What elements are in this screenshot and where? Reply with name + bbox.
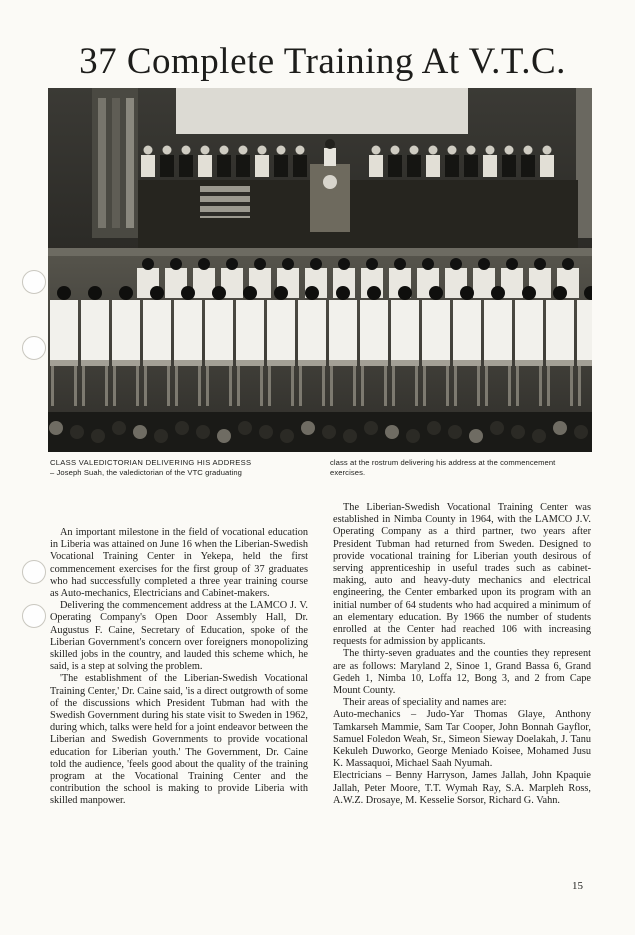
- stage-guest-head: [543, 146, 552, 155]
- stage-guest-head: [296, 146, 305, 155]
- chair-leg: [539, 366, 542, 406]
- audience-head: [469, 429, 483, 443]
- chair-leg: [206, 366, 209, 406]
- graduate-head: [181, 286, 195, 300]
- audience-shadow: [48, 412, 592, 452]
- article-column-right: [333, 502, 591, 807]
- audience-head: [532, 429, 546, 443]
- stage-guest-head: [163, 146, 172, 155]
- chair-leg: [392, 366, 395, 406]
- chair-seat: [81, 360, 109, 366]
- headline: 37 Complete Training At V.T.C.: [79, 41, 566, 82]
- graduate-head: [212, 286, 226, 300]
- stage-guest-body: [388, 155, 402, 177]
- stage-guest-body: [179, 155, 193, 177]
- right-curtain: [576, 88, 592, 238]
- graduate-front-row: [577, 300, 592, 360]
- chair-leg: [361, 366, 364, 406]
- graduate-front-row: [546, 300, 574, 360]
- chair-leg: [74, 366, 77, 406]
- binder-hole: [22, 604, 46, 628]
- audience-head: [343, 429, 357, 443]
- stage-guest-head: [391, 146, 400, 155]
- graduate-head: [553, 286, 567, 300]
- graduate-head: [254, 258, 266, 270]
- stage-guest-head: [220, 146, 229, 155]
- paragraph: Their areas of speciality and names are:: [343, 697, 507, 709]
- chair-seat: [453, 360, 481, 366]
- graduate-back-row: [193, 268, 215, 298]
- graduate-head: [338, 258, 350, 270]
- graduate-head: [562, 258, 574, 270]
- stage-guest-body: [217, 155, 231, 177]
- audience-head: [91, 429, 105, 443]
- stage-guest-body: [369, 155, 383, 177]
- graduate-head: [366, 258, 378, 270]
- caption-text-left: – Joseph Suah, the valedictorian of the VTC graduating: [50, 468, 242, 477]
- chair-leg: [516, 366, 519, 406]
- article-column-left: [50, 527, 308, 808]
- graduate-head: [422, 258, 434, 270]
- graduate-head: [282, 258, 294, 270]
- graduate-head: [119, 286, 133, 300]
- binder-hole: [22, 336, 46, 360]
- audience-head: [217, 429, 231, 443]
- chair-leg: [167, 366, 170, 406]
- stage-guest-body: [255, 155, 269, 177]
- projection-screen: [176, 88, 468, 134]
- paragraph: 'The establishment of the Liberian-Swedish Vocational Training Center,' Dr. Caine said, 'is a direct outgrowth of some of the discussions which President Tubman had with the Swedish Government during his state visit to Sweden in 1962, during which, talks were held for a joint endeavor between the Liberian and Swedish Governments to provide vocational education for Liberian youth.' The Government, Dr. Caine told the audience, 'feels good about the quality of the training program at the Vocational Training Center and the contribution the school is making to provide Liberia with skilled manpower.: [50, 673, 308, 807]
- chair-leg: [578, 366, 581, 406]
- graduate-head: [305, 286, 319, 300]
- graduate-head: [274, 286, 288, 300]
- chair-leg: [477, 366, 480, 406]
- chair-leg: [330, 366, 333, 406]
- chair-seat: [143, 360, 171, 366]
- graduate-front-row: [391, 300, 419, 360]
- graduate-front-row: [360, 300, 388, 360]
- graduate-front-row: [298, 300, 326, 360]
- chair-seat: [236, 360, 264, 366]
- stage-guest-body: [464, 155, 478, 177]
- graduate-front-row: [329, 300, 357, 360]
- chair-leg: [322, 366, 325, 406]
- stage-edge: [48, 248, 592, 256]
- stage-guest-body: [483, 155, 497, 177]
- chair-seat: [298, 360, 326, 366]
- stage-guest-body: [426, 155, 440, 177]
- stage-guest-head: [448, 146, 457, 155]
- chair-leg: [198, 366, 201, 406]
- caption-title: CLASS VALEDICTORIAN DELIVERING HIS ADDRESS: [50, 458, 252, 467]
- chair-seat: [267, 360, 295, 366]
- graduate-front-row: [484, 300, 512, 360]
- graduate-front-row: [515, 300, 543, 360]
- chair-leg: [144, 366, 147, 406]
- graduate-head: [478, 258, 490, 270]
- chair-leg: [570, 366, 573, 406]
- graduate-head: [310, 258, 322, 270]
- graduate-front-row: [453, 300, 481, 360]
- chair-seat: [422, 360, 450, 366]
- chair-seat: [360, 360, 388, 366]
- stage-guest-body: [236, 155, 250, 177]
- stage-guest-head: [429, 146, 438, 155]
- graduate-head: [367, 286, 381, 300]
- chair-seat: [391, 360, 419, 366]
- graduate-front-row: [422, 300, 450, 360]
- graduate-head: [398, 286, 412, 300]
- rostrum: [310, 164, 350, 232]
- stage-guest-body: [160, 155, 174, 177]
- chair-leg: [415, 366, 418, 406]
- chair-leg: [508, 366, 511, 406]
- stage-guest-body: [445, 155, 459, 177]
- stage-guest-body: [293, 155, 307, 177]
- stage-guest-head: [277, 146, 286, 155]
- stage-guest-body: [407, 155, 421, 177]
- stage-guest-body: [198, 155, 212, 177]
- chair-seat: [577, 360, 592, 366]
- chair-leg: [353, 366, 356, 406]
- graduate-head: [170, 258, 182, 270]
- graduation-photo-illustration: [48, 88, 592, 452]
- audience-head: [553, 421, 567, 435]
- graduate-front-row: [50, 300, 78, 360]
- audience-head: [196, 425, 210, 439]
- audience-head: [364, 421, 378, 435]
- graduate-head: [429, 286, 443, 300]
- audience-head: [112, 421, 126, 435]
- stage-guest-body: [502, 155, 516, 177]
- audience-head: [154, 429, 168, 443]
- stage-guest-head: [258, 146, 267, 155]
- audience-head: [259, 425, 273, 439]
- caption-text-right: class at the rostrum delivering his address at the commencement exercises.: [330, 458, 556, 477]
- page-number: 15: [572, 880, 583, 892]
- paragraph: The thirty-seven graduates and the counties they represent are as follows: Maryland 2, Sinoe 1, Grand Bassa 6, Grand Gedeh 1, Nimba 10, Loffa 12, Bong 3, and 2 from Cape Mount County.: [333, 648, 591, 697]
- stage-guest-head: [410, 146, 419, 155]
- audience-head: [427, 421, 441, 435]
- paragraph: Delivering the commencement address at the LAMCO J. V. Operating Company's Open Door Assembly Hall, Dr. Augustus F. Caine, Secretary of Education, spoke of the Liberian Government's concern over foreigners monopolizing skilled jobs in the country, and lauded this scheme which, he said, is a step at solving the problem.: [50, 600, 308, 673]
- graduate-front-row: [236, 300, 264, 360]
- stage-guest-head: [201, 146, 210, 155]
- audience-head: [448, 425, 462, 439]
- chair-leg: [237, 366, 240, 406]
- chair-leg: [113, 366, 116, 406]
- chair-leg: [136, 366, 139, 406]
- graduate-head: [226, 258, 238, 270]
- graduate-front-row: [143, 300, 171, 360]
- graduate-head: [506, 258, 518, 270]
- graduate-head: [534, 258, 546, 270]
- graduate-front-row: [267, 300, 295, 360]
- audience-head: [280, 429, 294, 443]
- audience-head: [49, 421, 63, 435]
- graduate-head: [394, 258, 406, 270]
- audience-head: [133, 425, 147, 439]
- graduate-head: [198, 258, 210, 270]
- paragraph: Electricians – Benny Harryson, James Jallah, John Kpaquie Jallah, Peter Moore, T.T. Wymah Ray, S.A. Marpleh Ross, A.W.Z. Drosaye, M. Kesselie Sorsor, Richard G. Vahn.: [333, 770, 591, 806]
- binder-hole: [22, 560, 46, 584]
- chair-leg: [51, 366, 54, 406]
- audience-head: [511, 425, 525, 439]
- chair-leg: [260, 366, 263, 406]
- graduate-front-row: [205, 300, 233, 360]
- stage-guest-body: [540, 155, 554, 177]
- chair-seat: [50, 360, 78, 366]
- graduation-photo: [48, 88, 592, 452]
- graduate-head: [88, 286, 102, 300]
- audience-head: [322, 425, 336, 439]
- graduate-head: [57, 286, 71, 300]
- audience-head: [238, 421, 252, 435]
- stage-guest-body: [141, 155, 155, 177]
- photo-caption-right: [330, 458, 592, 478]
- chair-seat: [205, 360, 233, 366]
- graduate-head: [460, 286, 474, 300]
- graduate-head: [243, 286, 257, 300]
- graduate-front-row: [174, 300, 202, 360]
- chair-leg: [299, 366, 302, 406]
- chair-leg: [82, 366, 85, 406]
- graduate-head: [150, 286, 164, 300]
- audience-head: [490, 421, 504, 435]
- audience-head: [301, 421, 315, 435]
- graduate-head: [491, 286, 505, 300]
- graduate-head: [450, 258, 462, 270]
- audience-head: [175, 421, 189, 435]
- stage-guest-head: [182, 146, 191, 155]
- stage-guest-head: [486, 146, 495, 155]
- chair-seat: [546, 360, 574, 366]
- graduate-front-row: [81, 300, 109, 360]
- chair-leg: [175, 366, 178, 406]
- chair-leg: [291, 366, 294, 406]
- stage-guest-head: [524, 146, 533, 155]
- stage-guest-head: [505, 146, 514, 155]
- chair-leg: [229, 366, 232, 406]
- chair-seat: [112, 360, 140, 366]
- chair-leg: [446, 366, 449, 406]
- chair-seat: [515, 360, 543, 366]
- stage-guest-body: [274, 155, 288, 177]
- graduate-head: [142, 258, 154, 270]
- audience-head: [385, 425, 399, 439]
- paragraph: The Liberian-Swedish Vocational Training Center was established in Nimba County in 1964, with the LAMCO J.V. Operating Company as a third partner, two years after President Tubman had returned from Sweden. Designed to provide vocational training for Liberian youth desirous of serving apprenticeship in useful trades such as cabinet-making, auto and heavy-duty mechanics and electrical engineering, the Center embarked upon its program with an initial number of 64 students who had acquired a minimum of an elementary education. By 1966 the number of students enrolled at the Center had reached 106 with increasing requests for admission by applicants.: [333, 502, 591, 648]
- paragraph: Auto-mechanics – Judo-Yar Thomas Glaye, Anthony Tamkarseh Mammie, Sam Tar Cooper, John Bonnah Gayflor, Samuel Foledon Weah, Sr., Simeon Sieway Doelakah, J. Tanu Kekuleh Duworko, George Meniado Koisee, Mohamed Jusu K. Massaquoi, Michael Saah Nyumah.: [333, 709, 591, 770]
- chair-seat: [174, 360, 202, 366]
- chair-leg: [547, 366, 550, 406]
- chair-leg: [384, 366, 387, 406]
- photo-caption-left: [50, 458, 308, 478]
- graduate-head: [522, 286, 536, 300]
- audience-head: [574, 425, 588, 439]
- stage-guest-head: [239, 146, 248, 155]
- chair-leg: [454, 366, 457, 406]
- chair-leg: [485, 366, 488, 406]
- chair-leg: [423, 366, 426, 406]
- audience-head: [406, 429, 420, 443]
- binder-hole: [22, 270, 46, 294]
- stage-guest-head: [467, 146, 476, 155]
- stage-guest-head: [144, 146, 153, 155]
- chair-leg: [105, 366, 108, 406]
- stage-guest-head: [372, 146, 381, 155]
- graduate-front-row: [112, 300, 140, 360]
- paragraph: An important milestone in the field of vocational education in Liberia was attained on June 16 when the Liberian-Swedish Vocational Training Center in Yekepa, held the first commencement exercises for the first group of 37 graduates who had successfully completed a three year training course as Auto-mechanics, Electricians and Cabinet-makers.: [50, 527, 308, 600]
- stage-guest-body: [521, 155, 535, 177]
- chair-leg: [268, 366, 271, 406]
- chair-seat: [329, 360, 357, 366]
- graduate-head: [336, 286, 350, 300]
- audience-head: [70, 425, 84, 439]
- chair-seat: [484, 360, 512, 366]
